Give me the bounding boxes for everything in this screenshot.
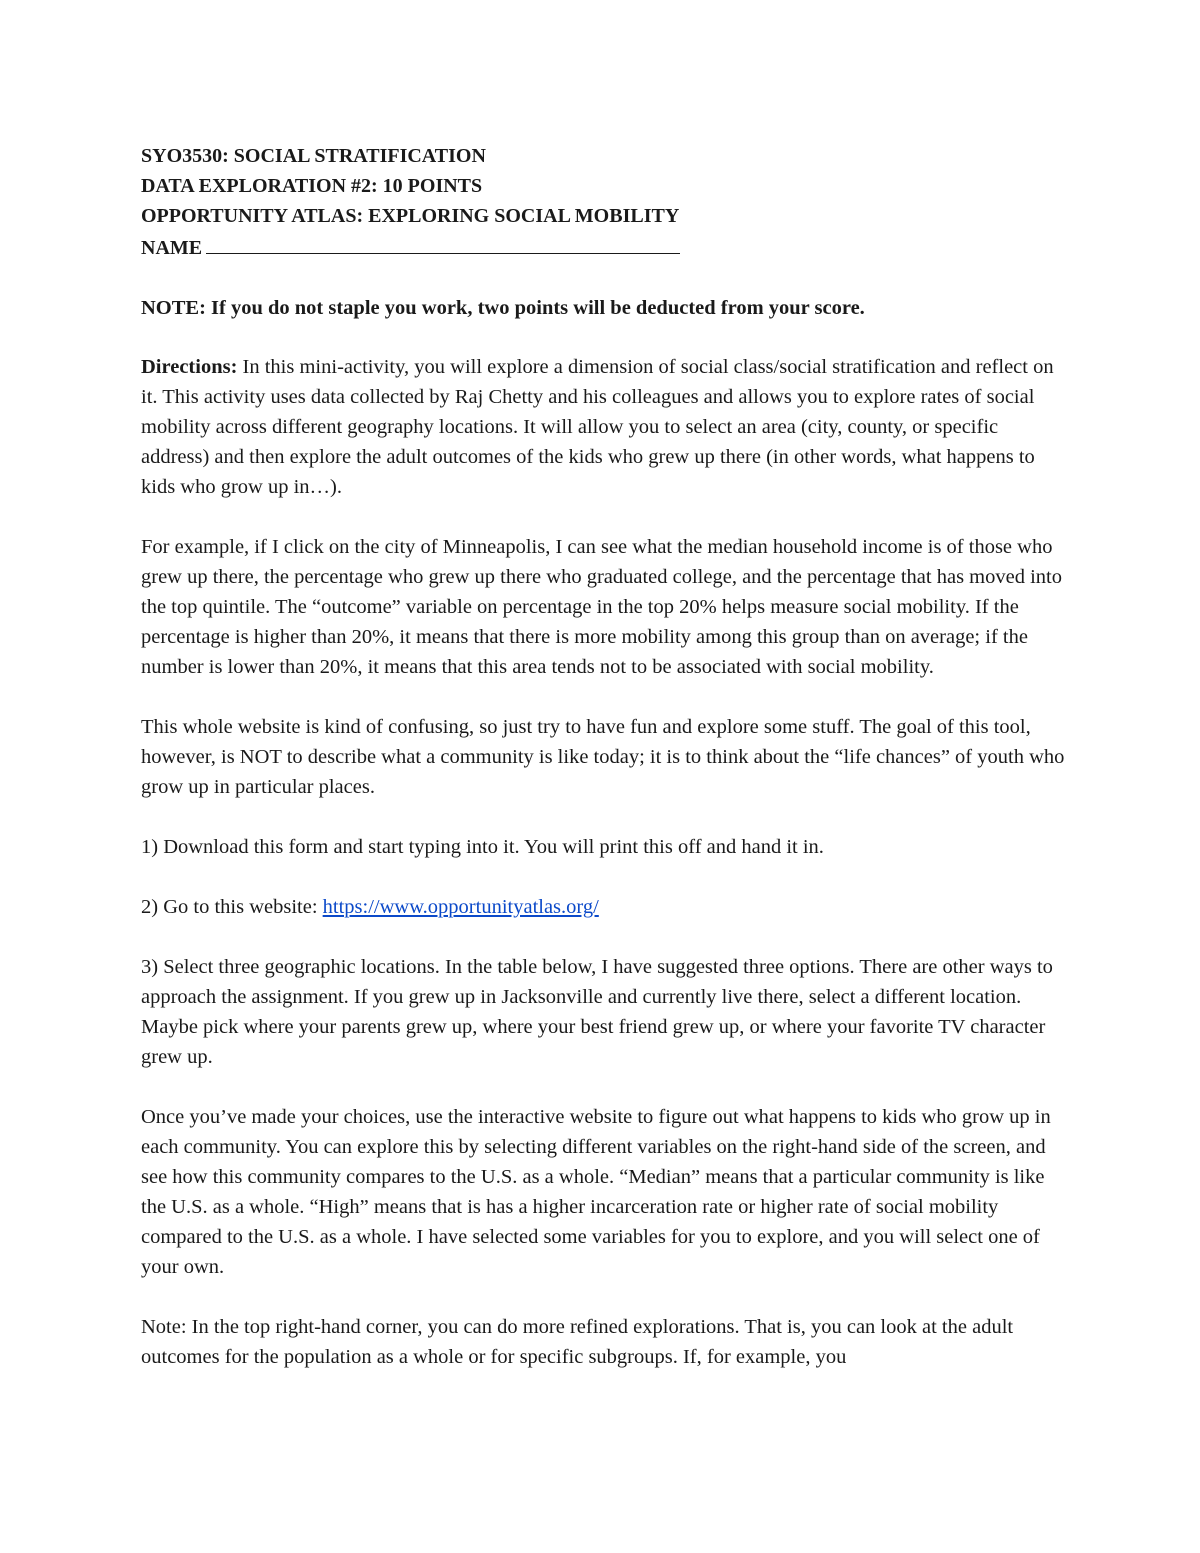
topic-title: OPPORTUNITY ATLAS: EXPLORING SOCIAL MOBILITY	[141, 205, 680, 227]
step-2	[141, 892, 1066, 922]
name-field	[141, 231, 1066, 263]
note-paragraph: Note: In the top right-hand corner, you can do more refined explorations. That is, you can look at the adult outcomes for the population as a whole or for specific subgroups. If, for example, you	[141, 1316, 1014, 1368]
document-page	[141, 141, 1066, 1372]
step-1: 1) Download this form and start typing into it. You will print this off and hand it in.	[141, 836, 824, 858]
directions-text: In this mini-activity, you will explore a dimension of social class/social stratification and reflect on it. This activity uses data collected by Raj Chetty and his colleagues and allows you to explore rates of social mobility across different geography locations. It will allow you to select an area (city, county, or specific address) and then explore the adult outcomes of the kids who grew up there (in other words, what happens to kids who grow up in…).	[141, 356, 1054, 498]
staple-note: NOTE: If you do not staple you work, two points will be deducted from your score.	[141, 297, 865, 319]
document-header	[141, 141, 1066, 263]
step-2-text: 2) Go to this website:	[141, 896, 323, 918]
directions-label: Directions:	[141, 356, 238, 378]
directions-paragraph	[141, 352, 1066, 502]
assignment-title: DATA EXPLORATION #2: 10 POINTS	[141, 175, 483, 197]
name-blank-line[interactable]	[206, 231, 680, 254]
step-3: 3) Select three geographic locations. In the table below, I have suggested three options. There are other ways to approach the assignment. If you grew up in Jacksonville and currently live there, select a different location. Maybe pick where your parents grew up, where your best friend grew up, or where your favorite TV character grew up.	[141, 956, 1053, 1068]
course-title: SYO3530: SOCIAL STRATIFICATION	[141, 145, 486, 167]
choices-paragraph: Once you’ve made your choices, use the interactive website to figure out what happens to kids who grow up in each community. You can explore this by selecting different variables on the right-hand side of the screen, and see how this community compares to the U.S. as a whole. “Median” means that a particular community is like the U.S. as a whole. “High” means that is has a higher incarceration rate or higher rate of social mobility compared to the U.S. as a whole. I have selected some variables for you to explore, and you will select one of your own.	[141, 1106, 1051, 1278]
name-label: NAME	[141, 237, 203, 259]
website-paragraph: This whole website is kind of confusing, so just try to have fun and explore some stuff. The goal of this tool, however, is NOT to describe what a community is like today; it is to think about the “life chances” of youth who grow up in particular places.	[141, 716, 1065, 798]
opportunity-atlas-link[interactable]: https://www.opportunityatlas.org/	[322, 896, 599, 918]
example-paragraph: For example, if I click on the city of Minneapolis, I can see what the median household income is of those who grew up there, the percentage who grew up there who graduated college, and the percentage that has moved into the top quintile. The “outcome” variable on percentage in the top 20% helps measure social mobility. If the percentage is higher than 20%, it means that there is more mobility among this group than on average; if the number is lower than 20%, it means that this area tends not to be associated with social mobility.	[141, 536, 1062, 678]
